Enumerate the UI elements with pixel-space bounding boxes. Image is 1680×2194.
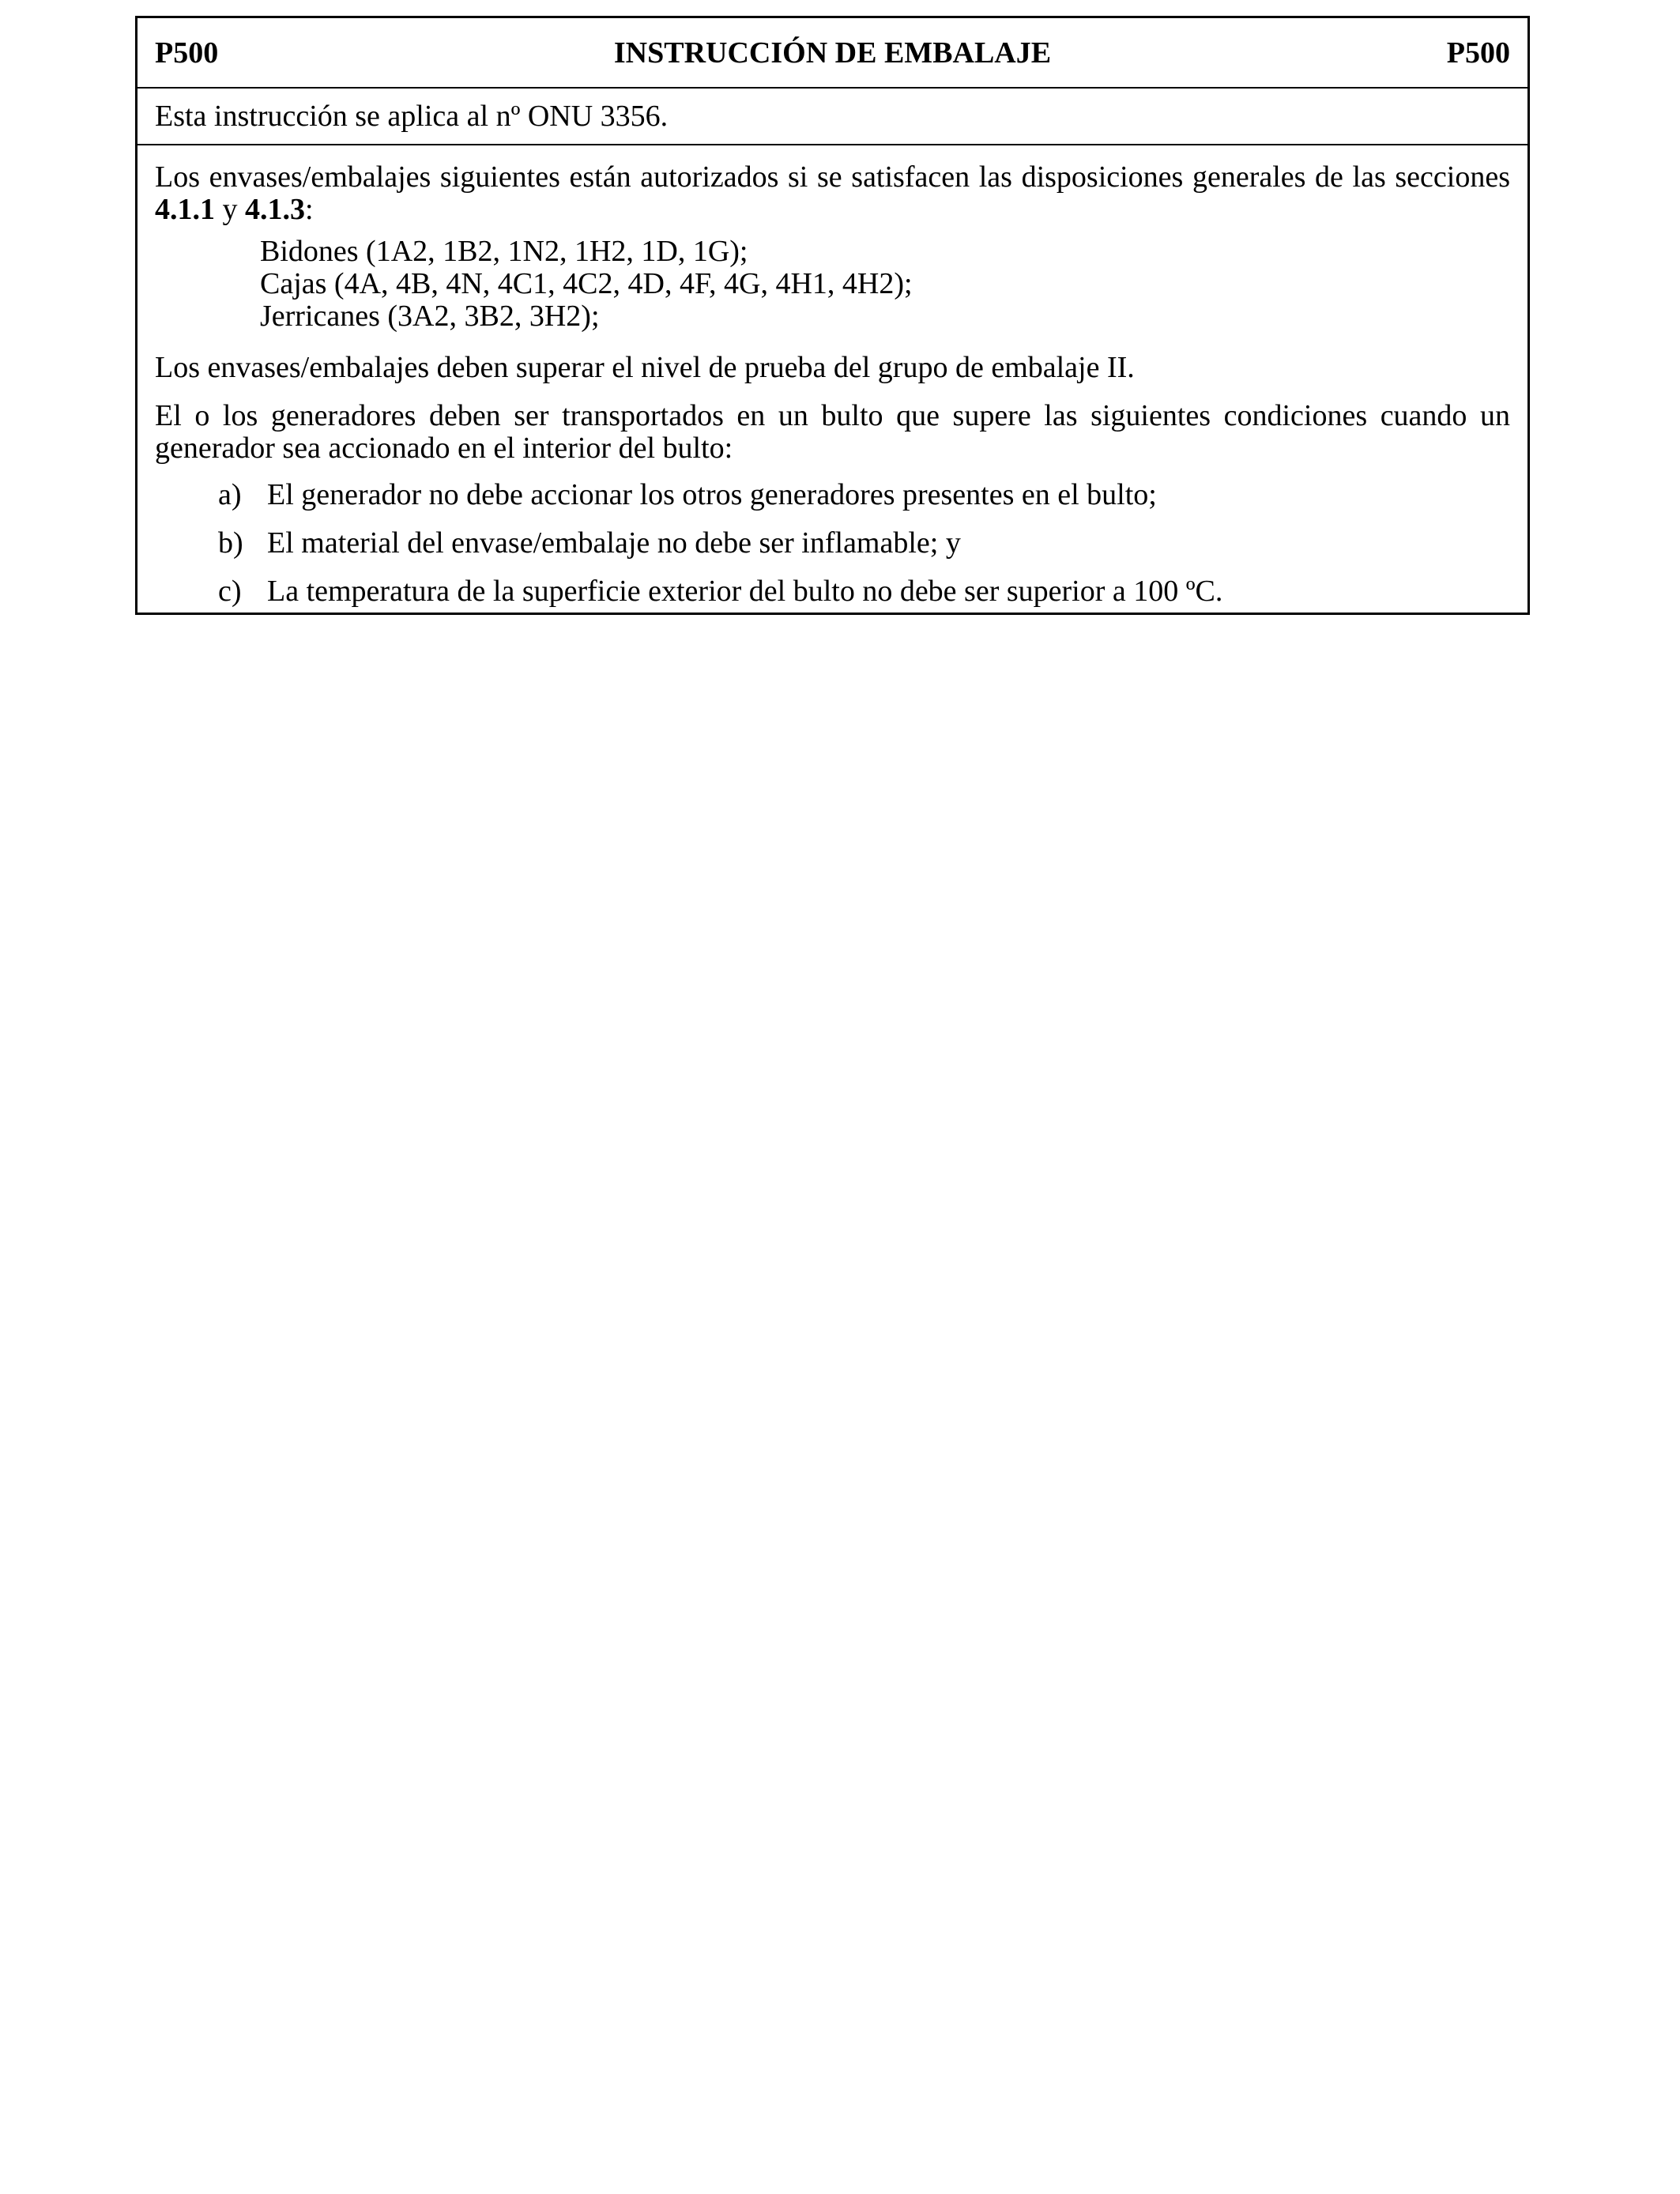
condition-text: El generador no debe accionar los otros generadores presentes en el bulto; [267, 478, 1157, 511]
condition-item [218, 575, 1510, 608]
conditions-list [155, 479, 1510, 608]
packaging-item-boxes: Cajas (4A, 4B, 4N, 4C1, 4C2, 4D, 4F, 4G, 4H1, 4H2); [260, 267, 913, 300]
instruction-title: INSTRUCCIÓN DE EMBALAJE [613, 36, 1052, 70]
condition-item [218, 479, 1510, 511]
packagings-colon: : [305, 193, 314, 226]
instruction-code-left: P500 [155, 36, 219, 70]
condition-letter: b) [218, 526, 243, 560]
packing-instruction-table [135, 16, 1530, 615]
section-reference-b: 4.1.3 [245, 193, 305, 226]
condition-item [218, 527, 1510, 560]
condition-letter: c) [218, 575, 242, 608]
packagings-intro-text: Los envases/embalajes siguientes están autorizados si se satisfacen las disposiciones generales de las secciones [155, 160, 1510, 194]
packagings-conjunction: y [215, 193, 245, 226]
packaging-item-drums: Bidones (1A2, 1B2, 1N2, 1H2, 1D, 1G); [260, 235, 748, 268]
packaging-item-jerricans: Jerricanes (3A2, 3B2, 3H2); [260, 300, 600, 333]
scope-text: Esta instrucción se aplica al nº ONU 3356. [155, 100, 669, 133]
condition-letter: a) [218, 478, 242, 511]
scope-row [137, 89, 1527, 145]
condition-text: La temperatura de la superficie exterior del bulto no debe ser superior a 100 ºC. [267, 575, 1223, 608]
generators-intro: El o los generadores deben ser transportados en un bulto que supere las siguientes condiciones cuando un generador sea accionado en el interior del bulto: [155, 399, 1510, 465]
condition-text: El material del envase/embalaje no debe ser inflamable; y [267, 526, 961, 560]
instruction-body [137, 145, 1527, 613]
instruction-code-right: P500 [1446, 36, 1510, 70]
instruction-header [137, 18, 1527, 89]
performance-level-text: Los envases/embalajes deben superar el nivel de prueba del grupo de embalaje II. [155, 351, 1135, 384]
section-reference-a: 4.1.1 [155, 193, 215, 226]
packaging-list [155, 236, 1510, 333]
packagings-intro [155, 161, 1510, 226]
